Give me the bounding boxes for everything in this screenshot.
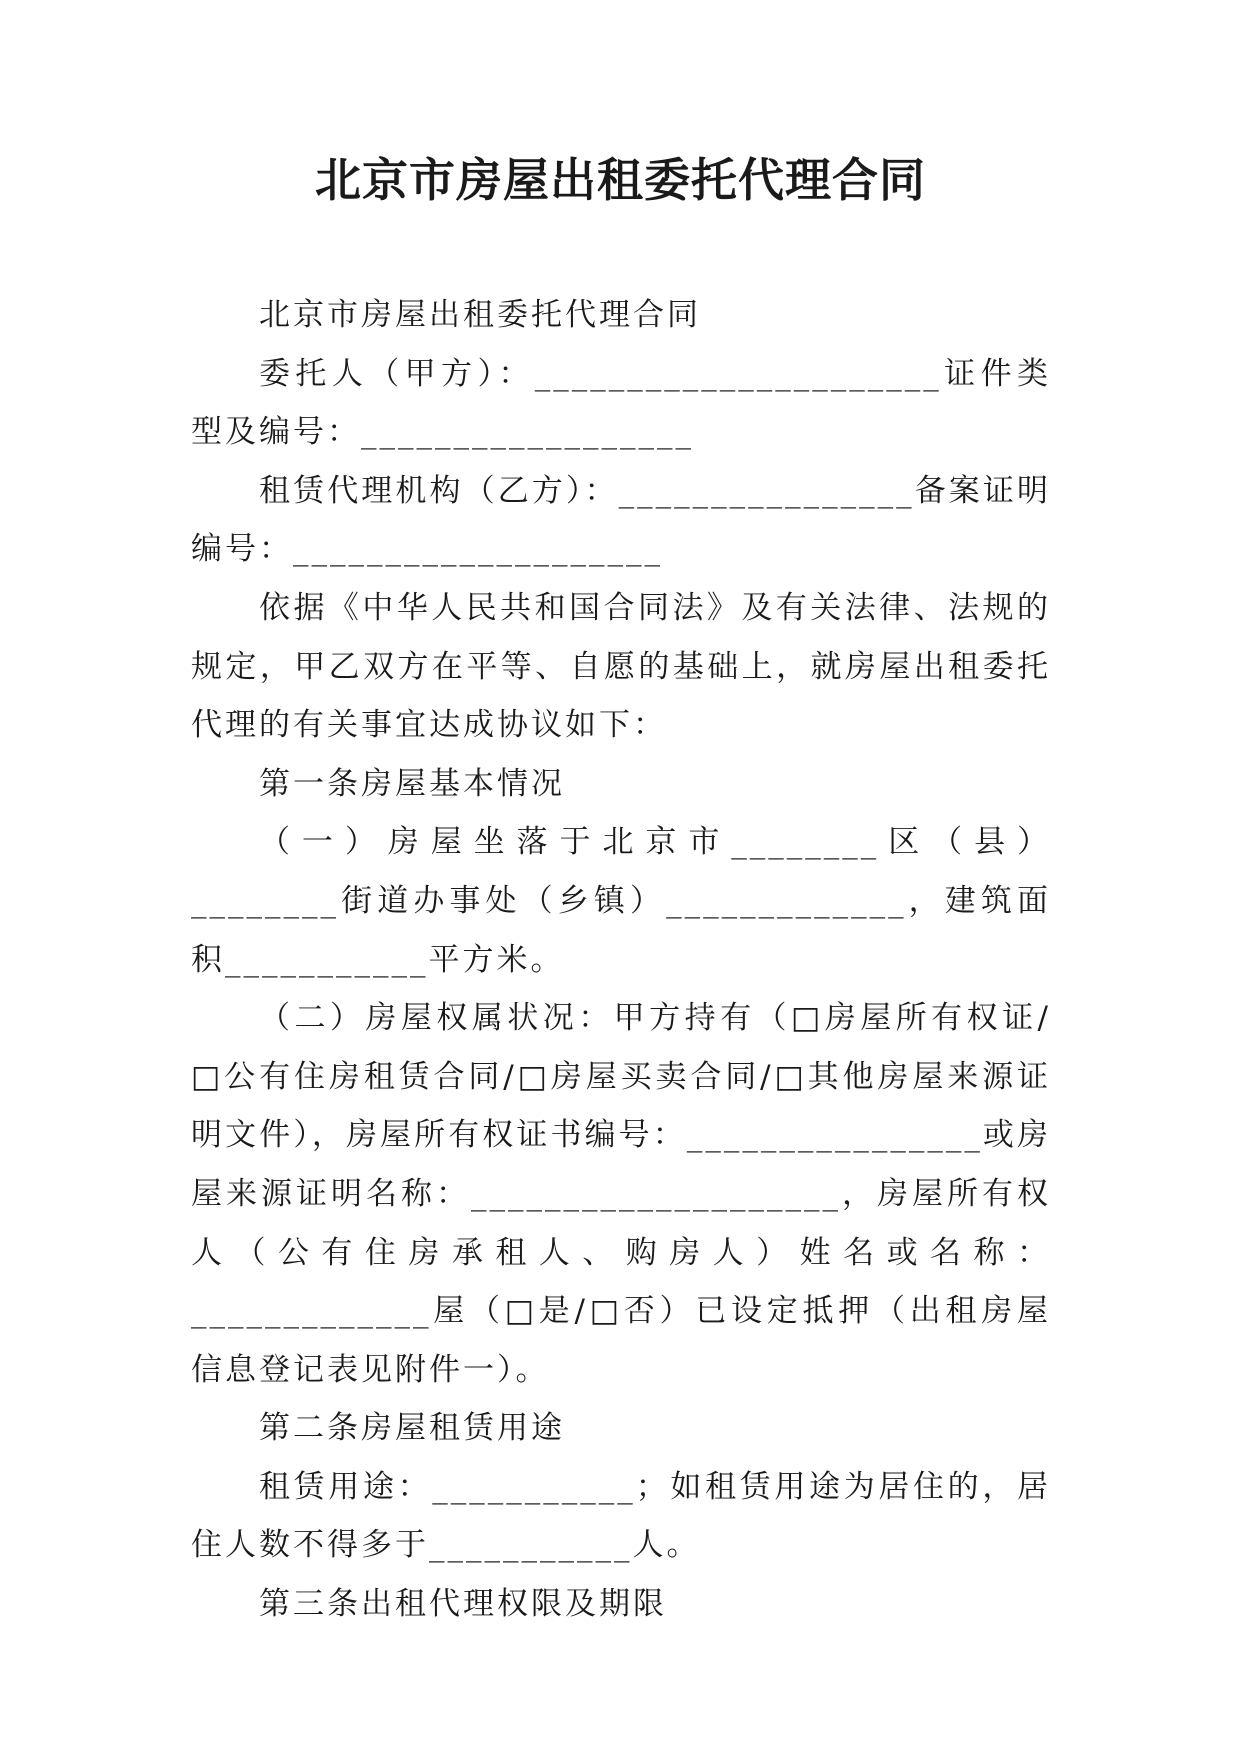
paragraph-principal: 委托人（甲方）：______________________证件类型及编号：__________________ bbox=[191, 355, 1051, 451]
article-1-item-2: （二）房屋权属状况：甲方持有（□房屋所有权证/□公有住房租赁合同/□房屋买卖合同/□其他房屋来源证明文件），房屋所有权证书编号：________________或房屋来源证明名称：____________________，房屋所有权人（公有住房承租人、购房人）姓名或名称：_____________屋（□是/□否）已设定抵押（出租房屋信息登记表见附件一）。 bbox=[191, 1000, 1051, 1388]
paragraph-basis: 依据《中华人民共和国合同法》及有关法律、法规的规定，甲乙双方在平等、自愿的基础上，就房屋出租委托代理的有关事宜达成协议如下： bbox=[191, 589, 1051, 744]
article-3-title: 第三条出租代理权限及期限 bbox=[259, 1586, 667, 1623]
document-body bbox=[191, 286, 1051, 1634]
article-2-title: 第二条房屋租赁用途 bbox=[259, 1410, 565, 1447]
paragraph-agency: 租赁代理机构（乙方）：________________备案证明编号：____________________ bbox=[191, 472, 1051, 568]
document-title: 北京市房屋出租委托代理合同 bbox=[315, 153, 926, 207]
paragraph-heading: 北京市房屋出租委托代理合同 bbox=[259, 297, 701, 333]
article-1-item-1: （一）房屋坐落于北京市________区（县）________街道办事处（乡镇）_____________，建筑面积___________平方米。 bbox=[191, 824, 1051, 978]
article-2-use: 租赁用途：___________；如租赁用途为居住的，居住人数不得多于___________人。 bbox=[191, 1468, 1051, 1564]
article-1-title: 第一条房屋基本情况 bbox=[259, 765, 565, 802]
